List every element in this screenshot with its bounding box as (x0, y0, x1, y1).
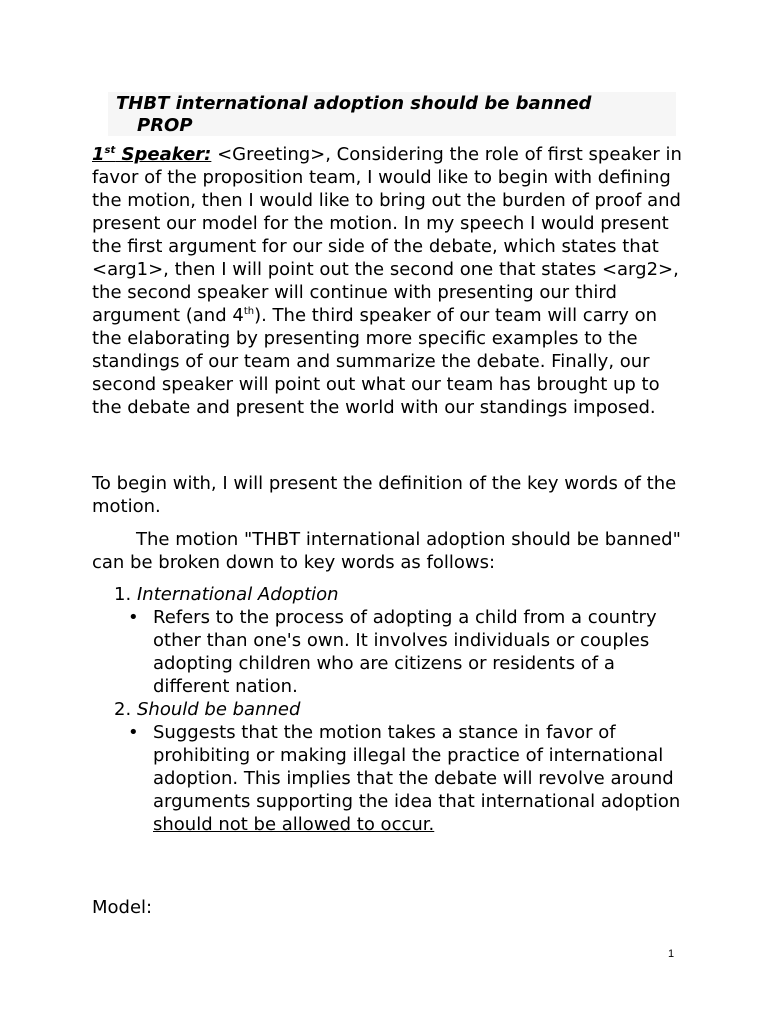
underlined-text: should not be allowed to occur. (153, 814, 435, 835)
motion-breakdown: The motion "THBT international adoption should be banned" can be broken down to key words as follows: (92, 529, 681, 573)
title-line-1: THBT international adoption should be banned (116, 93, 592, 114)
list-heading-text: International Adoption (137, 584, 339, 605)
definition-intro: To begin with, I will present the definition of the key words of the motion. (92, 473, 677, 517)
list-number: 1. (114, 584, 132, 605)
speaker-label (92, 144, 211, 165)
speaker-text-b: ). The third speaker of our team will carry on the elaborating by presenting more specific examples to the standings of our team and summarize the debate. Finally, our second speaker will point out what our team has brought up to the debate and present the world with our standings imposed. (92, 305, 660, 418)
bullet-icon: • (128, 722, 139, 743)
bullet-icon: • (128, 607, 139, 628)
list-item (114, 583, 684, 698)
document-title (116, 93, 676, 137)
speaker-word: Speaker: (115, 144, 212, 165)
ordinal-th: th (243, 306, 255, 317)
list-heading (114, 698, 684, 721)
bullet-text: Suggests that the motion takes a stance in favor of prohibiting or making illegal the practice of international adoption. This implies that the debate will revolve around arguments supporting the idea that international adoption (153, 722, 681, 812)
speaker-number: 1 (92, 144, 105, 165)
speaker-ordinal: st (104, 145, 116, 156)
list-heading (114, 583, 684, 606)
list-heading-text: Should be banned (137, 699, 301, 720)
speaker-paragraph (92, 143, 682, 419)
list-item (114, 698, 684, 836)
bullet-item (114, 606, 684, 698)
list-number: 2. (114, 699, 132, 720)
bullet-item (114, 721, 684, 836)
title-line-2: PROP (137, 115, 193, 136)
model-heading: Model: (92, 897, 153, 918)
bullet-text: Refers to the process of adopting a child from a country other than one's own. It involves individuals or couples adopting children who are citizens or residents of a different nation. (153, 607, 657, 697)
speaker-text-a: <Greeting>, Considering the role of first speaker in favor of the proposition team, I would like to begin with defining the motion, then I would like to bring out the burden of proof and present our model for the motion. In my speech I would present the first argument for our side of the debate, which states that <arg1>, then I will point out the second one that states <arg2>, the second speaker will continue with presenting our third argument (and 4 (92, 144, 682, 326)
page-number: 1 (668, 948, 675, 960)
